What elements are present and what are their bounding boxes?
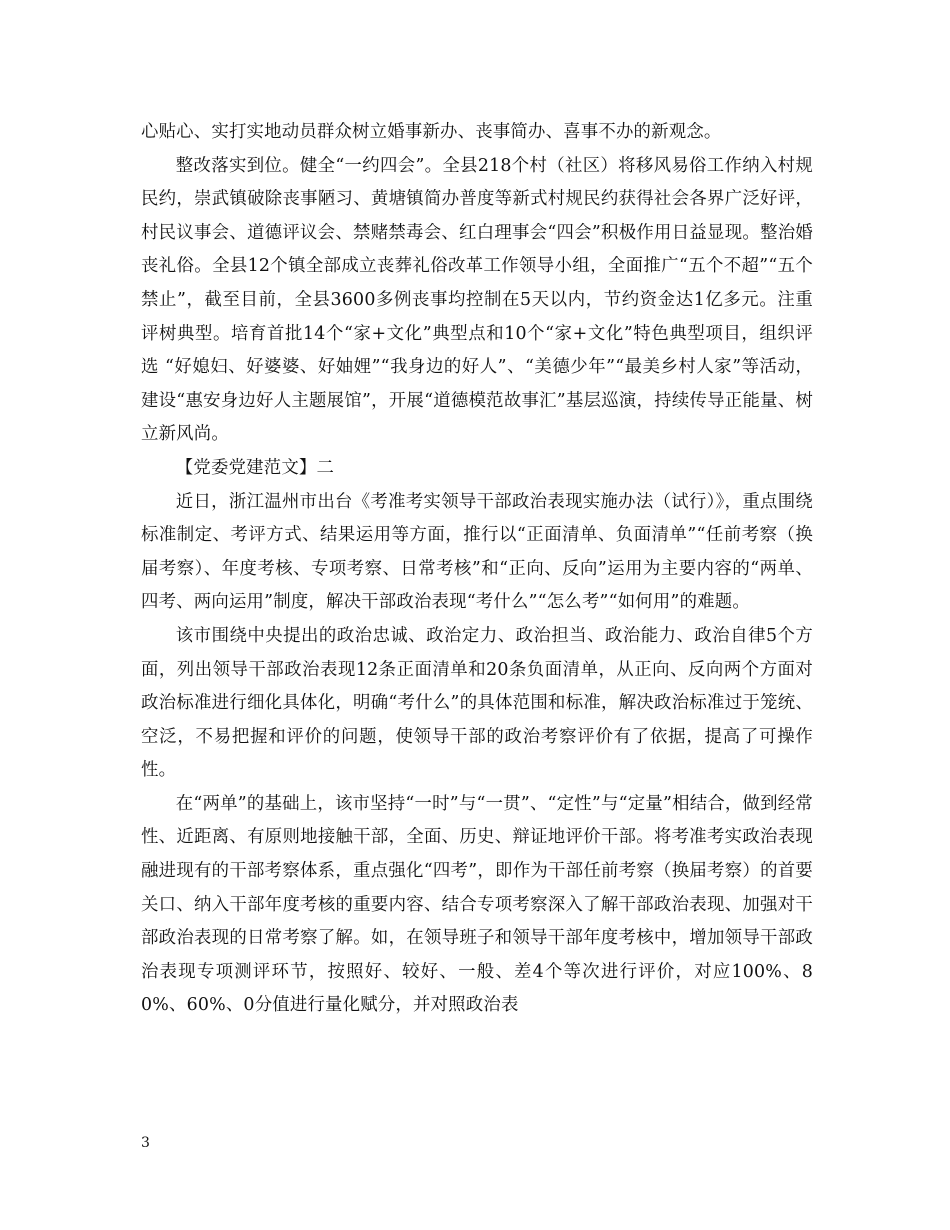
paragraph-rectification: 整改落实到位。健全“一约四会”。全县218个村（社区）将移风易俗工作纳入村规民约，崇武镇破除丧事陋习、黄塘镇简办普度等新式村规民约获得社会各界广泛好评，村民议事会、道德评议会、禁赌禁毒会、红白理事会“四会”积极作用日益显现。整治婚丧礼俗。全县12个镇全部成立丧葬礼俗改革工作领导小组，全面推广“五个不超”“五个禁止”，截至目前，全县3600多例丧事均控制在5天以内，节约资金达1亿多元。注重评树典型。培育首批14个“家+文化”典型点和10个“家+文化”特色典型项目，组织评选 “好媳妇、好婆婆、好妯娌”“我身边的好人”、“美德少年”“最美乡村人家”等活动，建设“惠安身边好人主题展馆”，开展“道德模范故事汇”基层巡演，持续传导正能量、树立新风尚。 (141, 155, 813, 445)
paragraph-wenzhou-policy: 近日，浙江温州市出台《考准考实领导干部政治表现实施办法（试行）》，重点围绕标准制定、考评方式、结果运用等方面，推行以“正面清单、负面清单”“任前考察（换届考察）、年度考核、专项考察、日常考核”和“正向、反向”运用为主要内容的“两单、四考、两向运用”制度，解决干部政治表现“考什么”“怎么考”“如何用”的难题。 (141, 491, 813, 613)
page-number: 3 (141, 1135, 150, 1151)
paragraph-four-assessments: 在“两单”的基础上，该市坚持“一时”与“一贯”、“定性”与“定量”相结合，做到经常性、近距离、有原则地接触干部，全面、历史、辩证地评价干部。将考准考实政治表现融进现有的干部考察体系，重点强化“四考”，即作为干部任前考察（换届考察）的首要关口、纳入干部年度考核的重要内容、结合专项考察深入了解干部政治表现、加强对干部政治表现的日常考察了解。如，在领导班子和领导干部年度考核中，增加领导干部政治表现专项测评环节，按照好、较好、一般、差4个等次进行评价，对应100%、80%、60%、0分值进行量化赋分，并对照政治表 (141, 793, 813, 1016)
section-heading: 【党委党建范文】二 (175, 457, 335, 478)
paragraph-standards: 该市围绕中央提出的政治忠诚、政治定力、政治担当、政治能力、政治自律5个方面，列出领导干部政治表现12条正面清单和20条负面清单，从正向、反向两个方面对政治标准进行细化具体化，明确“考什么”的具体范围和标准，解决政治标准过于笼统、空泛，不易把握和评价的问题，使领导干部的政治考察评价有了依据，提高了可操作性。 (141, 625, 813, 781)
paragraph-continuation: 心贴心、实打实地动员群众树立婚事新办、丧事简办、喜事不办的新观念。 (141, 122, 722, 142)
document-body (141, 116, 813, 1023)
